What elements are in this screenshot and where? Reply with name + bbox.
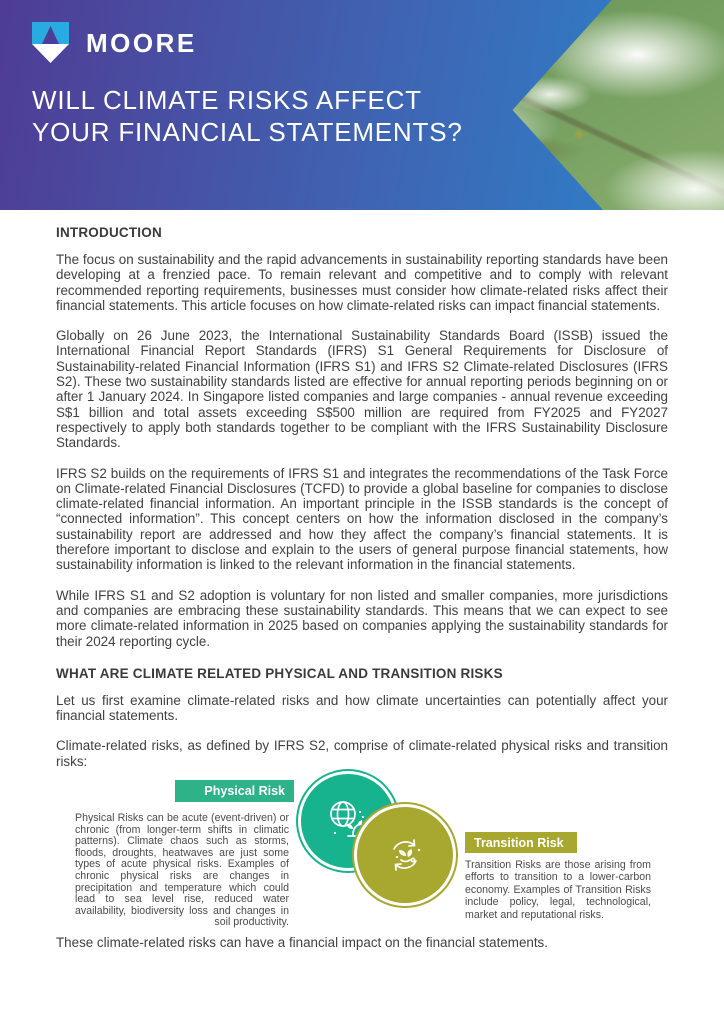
header-banner bbox=[0, 0, 724, 210]
section2-paragraph-1: Let us first examine climate-related risks and how climate uncertainties can potentially affect your financial statements. bbox=[56, 692, 668, 724]
intro-paragraph-2: Globally on 26 June 2023, the International Sustainability Standards Board (ISSB) issued the International Financial Report Standards (IFRS) S1 General Requirements for Disclosure of Sustainability-related Financial Information (IFRS S1) and IFRS S2 Climate-related Disclosures (IFRS S2). These two sustainability standards listed are effective for annual reporting periods beginning on or after 1 January 2024. In Singapore listed companies and large companies - annual revenue exceeding S$1 billion and total assets exceeding S$500 million are required from FY2025 and FY2027 respectively to apply both standards together to be compliant with the IFRS Sustainability Disclosure Standards. bbox=[56, 328, 668, 451]
brand-logo bbox=[32, 22, 197, 63]
transition-risk-text: Transition Risks are those arising from efforts to transition to a lower-carbon economy. Examples of Transition Risks include policy, legal, technological, market and reputational risks. bbox=[465, 859, 651, 921]
transition-risk-badge bbox=[357, 807, 453, 903]
recycle-leaves-icon bbox=[379, 829, 431, 881]
physical-risk-text: Physical Risks can be acute (event-driven) or chronic (from longer-term shifts in climatic patterns). Climate chaos such as storms, floods, droughts, heatwaves are just some types of acute physical risks. Examples of chronic physical risks are changes in precipitation and temperature which could lead to sea level rise, reduced water availability, biodiversity loss and changes in soil productivity. bbox=[75, 812, 289, 929]
page-title-line2: YOUR FINANCIAL STATEMENTS? bbox=[32, 117, 463, 147]
intro-paragraph-4: While IFRS S1 and S2 adoption is voluntary for non listed and smaller companies, more jurisdictions and companies are embracing these sustainability standards. This means that we can expect to see more climate-related information in 2025 based on companies applying the sustainability standards for their 2024 reporting cycle. bbox=[56, 587, 668, 649]
section2-heading: WHAT ARE CLIMATE RELATED PHYSICAL AND TRANSITION RISKS bbox=[56, 665, 503, 681]
intro-paragraph-1: The focus on sustainability and the rapid advancements in sustainability reporting standards have been developing at a frenzied pace. To remain relevant and competitive and to comply with relevant recommended reporting requirements, businesses must consider how climate-related risks affect their financial statements. This article focuses on how climate-related risks can impact financial statements. bbox=[56, 252, 668, 313]
closing-paragraph: These climate-related risks can have a financial impact on the financial statements. bbox=[56, 935, 548, 951]
intro-heading: INTRODUCTION bbox=[56, 225, 162, 240]
physical-risk-label: Physical Risk bbox=[175, 780, 294, 802]
section2-paragraph-2: Climate-related risks, as defined by IFRS S2, comprise of climate-related physical risks and transition risks: bbox=[56, 738, 668, 769]
risk-infographic bbox=[56, 774, 668, 929]
brand-wordmark: MOORE bbox=[86, 28, 197, 58]
page-title bbox=[32, 84, 463, 148]
moore-logo-icon bbox=[32, 22, 69, 63]
article-body bbox=[0, 225, 724, 950]
page-title-line1: WILL CLIMATE RISKS AFFECT bbox=[32, 85, 422, 115]
intro-paragraph-3: IFRS S2 builds on the requirements of IFRS S1 and integrates the recommendations of the Task Force on Climate-related Financial Disclosures (TCFD) to provide a global baseline for companies to disclose climate-related financial information. An important principle in the ISSB standards is the concept of “connected information”. This concept centers on how the information disclosed in the company’s sustainability report are addressed and how they affect the company’s financial statements. It is therefore important to disclose and explain to the users of general purpose financial statements, how sustainability information is linked to the relevant information in the financial statements. bbox=[56, 465, 668, 573]
transition-risk-label: Transition Risk bbox=[465, 832, 577, 853]
